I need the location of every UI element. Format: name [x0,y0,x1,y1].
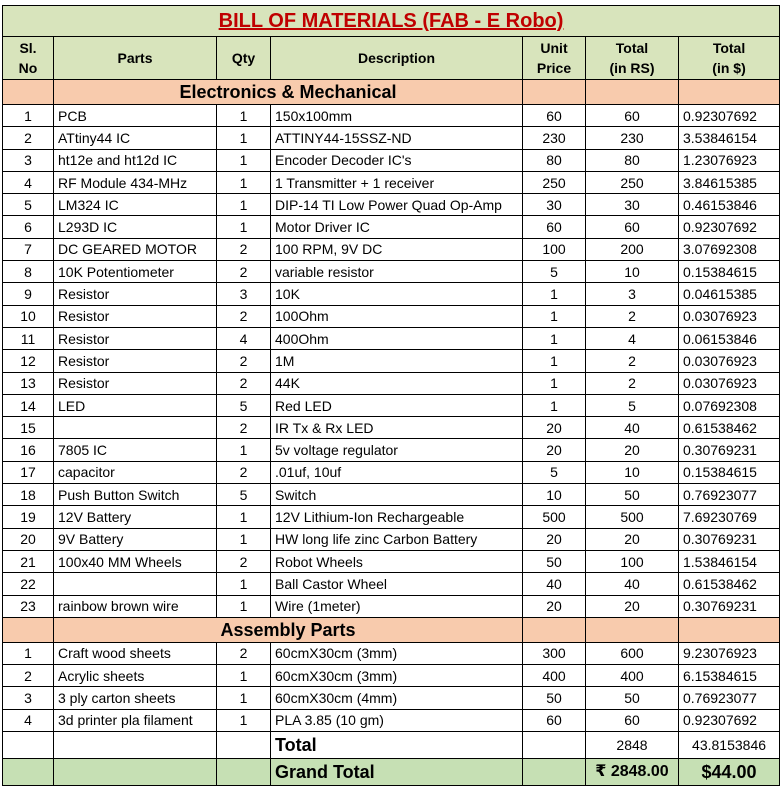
cell-total-rs: 400 [586,665,679,687]
cell-total-rs: 10 [586,261,679,283]
cell-part: 12V Battery [54,506,217,528]
cell-description: DIP-14 TI Low Power Quad Op-Amp [271,194,523,216]
cell-qty: 1 [217,687,271,709]
cell-total-usd: 0.07692308 [679,394,780,416]
table-row [3,171,780,193]
table-row [3,595,780,617]
cell-description: 5v voltage regulator [271,439,523,461]
cell-part: 9V Battery [54,528,217,550]
cell-description: Red LED [271,394,523,416]
cell-qty: 1 [217,528,271,550]
cell-total-usd: 3.84615385 [679,171,780,193]
section-header-row [3,80,780,105]
table-row [3,372,780,394]
cell-part: rainbow brown wire [54,595,217,617]
header-unit-price: Unit Price [523,37,586,80]
cell-description: Motor Driver IC [271,216,523,238]
cell-total-rs: 50 [586,484,679,506]
table-row [3,238,780,260]
cell-unit-price: 400 [523,665,586,687]
cell-unit-price: 5 [523,461,586,483]
cell-description: 100 RPM, 9V DC [271,238,523,260]
cell-unit-price: 250 [523,171,586,193]
cell-total-rs: 250 [586,171,679,193]
cell-description: 400Ohm [271,327,523,349]
total-usd: 43.8153846 [679,732,780,759]
cell-unit-price: 50 [523,687,586,709]
cell-unit-price: 50 [523,550,586,572]
cell-description: 1 Transmitter + 1 receiver [271,171,523,193]
cell-sl-no: 16 [3,439,54,461]
cell-description: Encoder Decoder IC's [271,149,523,171]
cell-part: Resistor [54,283,217,305]
cell-total-rs: 200 [586,238,679,260]
cell-sl-no: 14 [3,394,54,416]
cell-unit-price: 300 [523,642,586,664]
cell-sl-no: 4 [3,709,54,731]
cell-unit-price: 500 [523,506,586,528]
cell-unit-price: 20 [523,417,586,439]
cell-description: Switch [271,484,523,506]
cell-qty: 1 [217,127,271,149]
cell-total-usd: 1.53846154 [679,550,780,572]
cell-total-rs: 2 [586,350,679,372]
table-row [3,506,780,528]
cell-part: Acrylic sheets [54,665,217,687]
cell-sl-no: 15 [3,417,54,439]
cell-sl-no: 18 [3,484,54,506]
cell-total-rs: 40 [586,573,679,595]
cell-description: IR Tx & Rx LED [271,417,523,439]
cell-total-usd: 6.15384615 [679,665,780,687]
section-header-row [3,617,780,642]
cell-sl-no: 9 [3,283,54,305]
cell-unit-price: 1 [523,350,586,372]
cell-sl-no: 17 [3,461,54,483]
cell-total-usd: 0.76923077 [679,484,780,506]
cell-sl-no: 6 [3,216,54,238]
cell-description: ATTINY44-15SSZ-ND [271,127,523,149]
cell-sl-no: 4 [3,171,54,193]
section-title: Electronics & Mechanical [54,80,523,105]
cell-qty: 1 [217,194,271,216]
cell-qty: 1 [217,149,271,171]
cell-qty: 2 [217,238,271,260]
cell-total-usd: 7.69230769 [679,506,780,528]
cell-unit-price: 20 [523,439,586,461]
cell-part: RF Module 434-MHz [54,171,217,193]
table-row [3,687,780,709]
table-row [3,194,780,216]
cell-sl-no: 11 [3,327,54,349]
cell-total-usd: 0.30769231 [679,595,780,617]
cell-total-usd: 3.53846154 [679,127,780,149]
cell-description: 60cmX30cm (4mm) [271,687,523,709]
cell-total-rs: 30 [586,194,679,216]
cell-total-usd: 0.15384615 [679,461,780,483]
cell-part: capacitor [54,461,217,483]
cell-total-rs: 50 [586,687,679,709]
cell-qty: 2 [217,550,271,572]
cell-qty: 1 [217,216,271,238]
cell-total-rs: 20 [586,439,679,461]
cell-qty: 1 [217,506,271,528]
cell-total-rs: 20 [586,595,679,617]
cell-unit-price: 60 [523,216,586,238]
cell-qty: 4 [217,327,271,349]
cell-part: L293D IC [54,216,217,238]
grand-total-rs: ₹ 2848.00 [586,759,679,786]
cell-unit-price: 1 [523,327,586,349]
cell-unit-price: 1 [523,283,586,305]
cell-qty: 2 [217,350,271,372]
cell-description: Ball Castor Wheel [271,573,523,595]
table-row [3,127,780,149]
cell-total-usd: 0.30769231 [679,528,780,550]
cell-sl-no: 12 [3,350,54,372]
cell-total-usd: 0.46153846 [679,194,780,216]
table-row [3,417,780,439]
cell-total-rs: 60 [586,105,679,127]
cell-unit-price: 1 [523,305,586,327]
cell-unit-price: 100 [523,238,586,260]
cell-sl-no: 3 [3,149,54,171]
cell-part: ht12e and ht12d IC [54,149,217,171]
section-title: Assembly Parts [54,617,523,642]
cell-total-usd: 0.76923077 [679,687,780,709]
grand-total-usd: $44.00 [679,759,780,786]
cell-part: Push Button Switch [54,484,217,506]
cell-part: 3d printer pla filament [54,709,217,731]
header-total-rs: Total (in RS) [586,37,679,80]
cell-total-rs: 3 [586,283,679,305]
cell-qty: 3 [217,283,271,305]
cell-description: 1M [271,350,523,372]
cell-qty: 2 [217,372,271,394]
cell-part: 3 ply carton sheets [54,687,217,709]
cell-total-rs: 5 [586,394,679,416]
table-row [3,149,780,171]
cell-unit-price: 20 [523,595,586,617]
cell-total-usd: 0.92307692 [679,709,780,731]
cell-total-usd: 0.61538462 [679,417,780,439]
cell-unit-price: 40 [523,573,586,595]
cell-unit-price: 230 [523,127,586,149]
cell-unit-price: 60 [523,709,586,731]
cell-total-usd: 0.03076923 [679,372,780,394]
bom-table [2,5,780,786]
cell-sl-no: 1 [3,105,54,127]
cell-qty: 2 [217,417,271,439]
table-row [3,394,780,416]
cell-total-rs: 230 [586,127,679,149]
cell-qty: 2 [217,261,271,283]
cell-qty: 1 [217,439,271,461]
sheet-title: BILL OF MATERIALS (FAB - E Robo) [3,6,780,37]
cell-part: 7805 IC [54,439,217,461]
cell-description: PLA 3.85 (10 gm) [271,709,523,731]
cell-total-usd: 3.07692308 [679,238,780,260]
table-row [3,528,780,550]
table-row [3,665,780,687]
cell-total-usd: 0.03076923 [679,350,780,372]
cell-total-rs: 40 [586,417,679,439]
table-row [3,573,780,595]
cell-unit-price: 1 [523,372,586,394]
table-row [3,283,780,305]
cell-part: Craft wood sheets [54,642,217,664]
cell-unit-price: 30 [523,194,586,216]
table-row [3,709,780,731]
cell-description: HW long life zinc Carbon Battery [271,528,523,550]
total-row [3,732,780,759]
table-row [3,461,780,483]
cell-part: Resistor [54,305,217,327]
table-row [3,439,780,461]
grand-total-row [3,759,780,786]
cell-qty: 2 [217,461,271,483]
cell-part: Resistor [54,327,217,349]
cell-sl-no: 2 [3,665,54,687]
cell-sl-no: 21 [3,550,54,572]
cell-description: 60cmX30cm (3mm) [271,642,523,664]
cell-description: 12V Lithium-Ion Rechargeable [271,506,523,528]
cell-total-rs: 60 [586,216,679,238]
cell-qty: 1 [217,171,271,193]
cell-qty: 1 [217,105,271,127]
cell-sl-no: 5 [3,194,54,216]
table-row [3,550,780,572]
cell-part [54,573,217,595]
header-description: Description [271,37,523,80]
cell-description: .01uf, 10uf [271,461,523,483]
cell-qty: 5 [217,484,271,506]
cell-part: Resistor [54,350,217,372]
table-row [3,105,780,127]
table-row [3,216,780,238]
cell-qty: 5 [217,394,271,416]
cell-unit-price: 20 [523,528,586,550]
cell-sl-no: 10 [3,305,54,327]
cell-sl-no: 13 [3,372,54,394]
cell-part [54,417,217,439]
cell-description: Wire (1meter) [271,595,523,617]
table-row [3,261,780,283]
cell-description: variable resistor [271,261,523,283]
header-qty: Qty [217,37,271,80]
cell-description: 150x100mm [271,105,523,127]
header-total-usd: Total (in $) [679,37,780,80]
cell-part: Resistor [54,372,217,394]
cell-total-usd: 0.61538462 [679,573,780,595]
cell-sl-no: 22 [3,573,54,595]
cell-total-rs: 80 [586,149,679,171]
table-row [3,305,780,327]
cell-part: LED [54,394,217,416]
cell-qty: 1 [217,573,271,595]
cell-sl-no: 23 [3,595,54,617]
cell-sl-no: 7 [3,238,54,260]
table-row [3,350,780,372]
cell-total-rs: 2 [586,305,679,327]
cell-total-rs: 500 [586,506,679,528]
cell-part: LM324 IC [54,194,217,216]
cell-total-rs: 4 [586,327,679,349]
cell-total-rs: 2 [586,372,679,394]
cell-description: 44K [271,372,523,394]
cell-part: PCB [54,105,217,127]
cell-sl-no: 19 [3,506,54,528]
header-sl: Sl. No [3,37,54,80]
cell-description: 10K [271,283,523,305]
cell-part: ATtiny44 IC [54,127,217,149]
cell-sl-no: 8 [3,261,54,283]
cell-total-rs: 600 [586,642,679,664]
cell-sl-no: 1 [3,642,54,664]
cell-total-usd: 0.04615385 [679,283,780,305]
cell-unit-price: 5 [523,261,586,283]
cell-qty: 1 [217,665,271,687]
cell-total-rs: 10 [586,461,679,483]
cell-total-usd: 0.06153846 [679,327,780,349]
cell-qty: 2 [217,642,271,664]
total-label: Total [271,732,523,759]
table-row [3,642,780,664]
cell-description: Robot Wheels [271,550,523,572]
cell-total-rs: 100 [586,550,679,572]
cell-description: 100Ohm [271,305,523,327]
table-row [3,484,780,506]
cell-description: 60cmX30cm (3mm) [271,665,523,687]
cell-sl-no: 2 [3,127,54,149]
cell-qty: 1 [217,595,271,617]
cell-total-usd: 0.15384615 [679,261,780,283]
cell-sl-no: 3 [3,687,54,709]
header-parts: Parts [54,37,217,80]
cell-unit-price: 10 [523,484,586,506]
total-rs: 2848 [586,732,679,759]
cell-unit-price: 60 [523,105,586,127]
cell-part: 100x40 MM Wheels [54,550,217,572]
cell-total-usd: 1.23076923 [679,149,780,171]
cell-total-rs: 20 [586,528,679,550]
cell-total-usd: 0.03076923 [679,305,780,327]
cell-part: DC GEARED MOTOR [54,238,217,260]
cell-total-usd: 0.30769231 [679,439,780,461]
cell-qty: 1 [217,709,271,731]
header-row [3,37,780,80]
table-row [3,327,780,349]
cell-total-rs: 60 [586,709,679,731]
cell-total-usd: 9.23076923 [679,642,780,664]
cell-unit-price: 80 [523,149,586,171]
grand-total-label: Grand Total [271,759,523,786]
cell-qty: 2 [217,305,271,327]
cell-part: 10K Potentiometer [54,261,217,283]
cell-total-usd: 0.92307692 [679,105,780,127]
cell-total-usd: 0.92307692 [679,216,780,238]
cell-sl-no: 20 [3,528,54,550]
cell-unit-price: 1 [523,394,586,416]
